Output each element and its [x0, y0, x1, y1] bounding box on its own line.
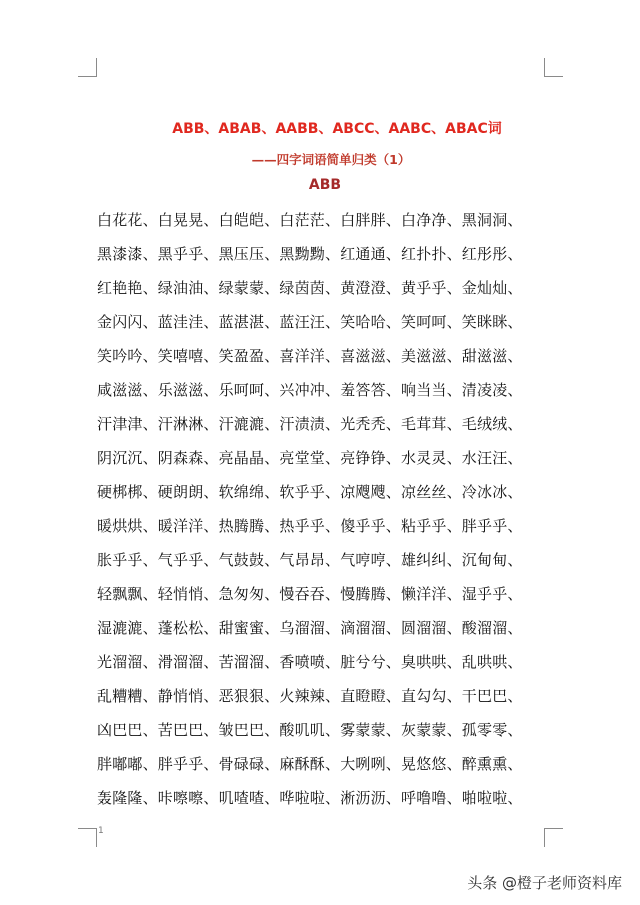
word-list — [97, 210, 523, 822]
word-line: 金闪闪、蓝洼洼、蓝湛湛、蓝汪汪、笑哈哈、笑呵呵、笑眯眯、 — [97, 313, 523, 331]
word-line: 白花花、白晃晃、白皑皑、白茫茫、白胖胖、白净净、黑洞洞、 — [97, 211, 523, 229]
document-title: ABB、ABAB、AABB、ABCC、AABC、ABAC词 — [172, 121, 502, 137]
word-line: 笑吟吟、笑嘻嘻、笑盈盈、喜洋洋、喜滋滋、美滋滋、甜滋滋、 — [97, 347, 523, 365]
word-line: 硬梆梆、硬朗朗、软绵绵、软乎乎、凉飕飕、凉丝丝、冷冰冰、 — [97, 483, 523, 501]
word-line: 胖嘟嘟、胖乎乎、骨碌碌、麻酥酥、大咧咧、晃悠悠、醉熏熏、 — [97, 755, 523, 773]
word-line: 轻飘飘、轻悄悄、急匆匆、慢吞吞、慢腾腾、懒洋洋、湿乎乎、 — [97, 585, 523, 603]
section-heading: ABB — [308, 177, 342, 193]
word-line: 暖烘烘、暖洋洋、热腾腾、热乎乎、傻乎乎、粘乎乎、胖乎乎、 — [97, 517, 523, 535]
word-line: 黑漆漆、黑乎乎、黑压压、黑黝黝、红通通、红扑扑、红彤彤、 — [97, 245, 523, 263]
word-line: 光溜溜、滑溜溜、苦溜溜、香喷喷、脏兮兮、臭哄哄、乱哄哄、 — [97, 653, 523, 671]
word-line: 汗津津、汗淋淋、汗漉漉、汗渍渍、光秃秃、毛茸茸、毛绒绒、 — [97, 415, 523, 433]
document-subtitle: ——四字词语简单归类（1） — [251, 152, 411, 167]
crop-mark-bottom-right — [544, 828, 563, 847]
word-line: 凶巴巴、苦巴巴、皱巴巴、酸叽叽、雾蒙蒙、灰蒙蒙、孤零零、 — [97, 721, 523, 739]
page-number: 1 — [98, 826, 104, 836]
crop-mark-bottom-left — [78, 828, 97, 847]
word-line: 乱糟糟、静悄悄、恶狠狠、火辣辣、直瞪瞪、直勾勾、干巴巴、 — [97, 687, 523, 705]
word-line: 阴沉沉、阴森森、亮晶晶、亮堂堂、亮铮铮、水灵灵、水汪汪、 — [97, 449, 523, 467]
crop-mark-top-left — [78, 58, 97, 77]
word-line: 红艳艳、绿油油、绿蒙蒙、绿茵茵、黄澄澄、黄乎乎、金灿灿、 — [97, 279, 523, 297]
word-line: 胀乎乎、气乎乎、气鼓鼓、气昂昂、气哼哼、雄纠纠、沉甸甸、 — [97, 551, 523, 569]
source-watermark: 头条 @橙子老师资料库 — [467, 874, 622, 892]
word-line: 湿漉漉、蓬松松、甜蜜蜜、乌溜溜、滴溜溜、圆溜溜、酸溜溜、 — [97, 619, 523, 637]
word-line: 咸滋滋、乐滋滋、乐呵呵、兴冲冲、羞答答、响当当、清凌凌、 — [97, 381, 523, 399]
crop-mark-top-right — [544, 58, 563, 77]
word-line: 轰隆隆、咔嚓嚓、叽喳喳、哗啦啦、淅沥沥、呼噜噜、啪啦啦、 — [97, 789, 523, 807]
